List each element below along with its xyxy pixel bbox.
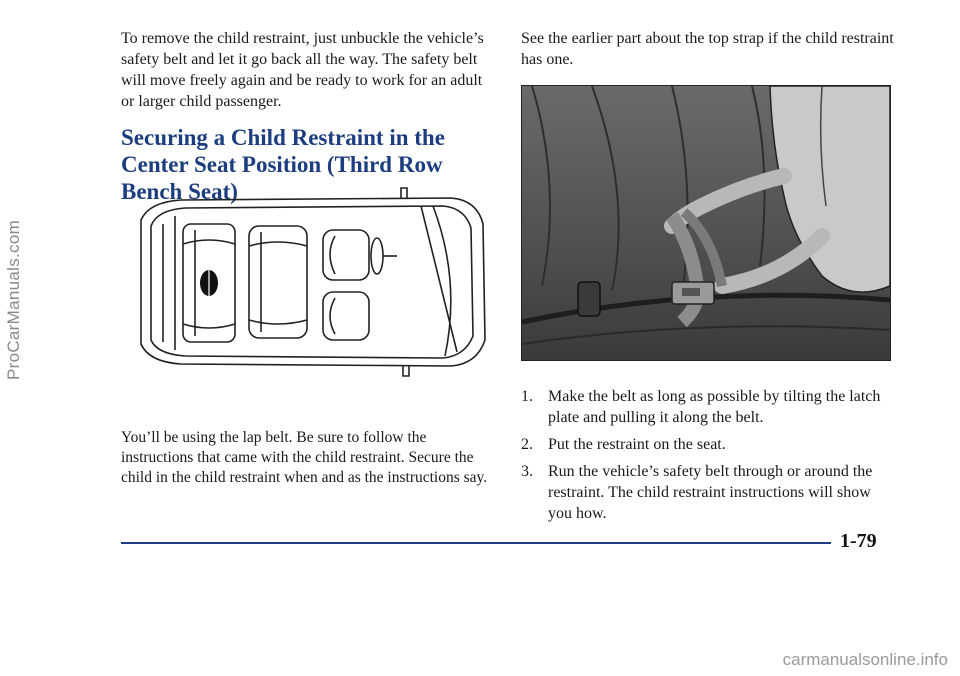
instruction-steps bbox=[521, 386, 893, 530]
belt-latch-photo bbox=[521, 85, 891, 361]
step-number: 1. bbox=[521, 388, 533, 405]
lap-belt-paragraph: You’ll be using the lap belt. Be sure to follow the instructions that came with the child restraint. Secure the child in the child restraint when and as the instructions say. bbox=[121, 429, 488, 486]
step-item bbox=[521, 386, 893, 428]
step-item bbox=[521, 461, 893, 524]
section-heading: Securing a Child Restraint in the Center Seat Position (Third Row Bench Seat) bbox=[121, 125, 445, 204]
lap-belt-paragraph-wrap bbox=[121, 428, 501, 488]
step-number: 3. bbox=[521, 463, 533, 480]
top-strap-paragraph: See the earlier part about the top strap if the child restraint has one. bbox=[521, 30, 894, 68]
belt-latch-illustration bbox=[522, 86, 890, 360]
page-number: 1-79 bbox=[840, 530, 877, 552]
step-text: Run the vehicle’s safety belt through or around the restraint. The child restraint instructions will show you how. bbox=[548, 463, 873, 522]
bottom-watermark: carmanualsonline.info bbox=[782, 650, 948, 669]
vehicle-seating-diagram bbox=[121, 184, 501, 380]
step-number: 2. bbox=[521, 436, 533, 453]
right-column bbox=[521, 28, 896, 70]
step-item bbox=[521, 434, 893, 455]
side-watermark: ProCarManuals.com bbox=[4, 219, 23, 381]
step-text: Put the restraint on the seat. bbox=[548, 436, 726, 453]
footer-rule bbox=[121, 542, 831, 544]
vehicle-top-view-illustration bbox=[121, 184, 501, 380]
step-text: Make the belt as long as possible by tilting the latch plate and pulling it along the belt. bbox=[548, 388, 881, 426]
intro-paragraph: To remove the child restraint, just unbuckle the vehicle’s safety belt and let it go back all the way. The safety belt will move freely again and be ready to work for an adult or larger child passenger. bbox=[121, 30, 484, 110]
left-column bbox=[121, 28, 496, 205]
